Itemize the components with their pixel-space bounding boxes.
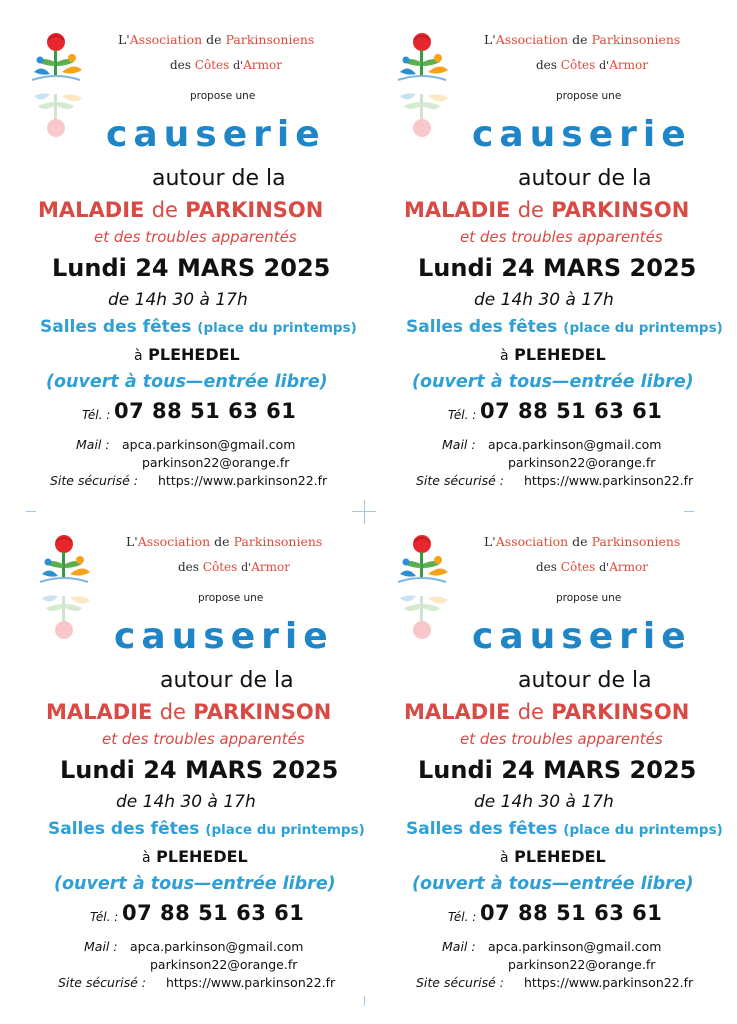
mail-label: Mail : xyxy=(76,437,110,452)
propose-text: propose une xyxy=(198,592,264,604)
subtitle-autour: autour de la xyxy=(160,668,294,693)
event-city: à PLEHEDEL xyxy=(500,345,606,364)
phone-label: Tél. : xyxy=(448,408,477,422)
related-disorders-text: et des troubles apparentés xyxy=(102,730,305,748)
website-label: Site sécurisé : xyxy=(50,473,138,488)
open-to-all-text: (ouvert à tous—entrée libre) xyxy=(412,372,694,392)
association-logo xyxy=(394,534,450,646)
event-city: à PLEHEDEL xyxy=(142,847,248,866)
event-title: causerie xyxy=(114,616,334,657)
flyer-bottom-left xyxy=(18,522,378,1022)
event-venue: Salles des fêtes (place du printemps) xyxy=(406,317,723,337)
propose-text: propose une xyxy=(556,90,622,102)
event-title: causerie xyxy=(472,114,692,155)
event-date: Lundi 24 MARS 2025 xyxy=(418,756,697,784)
disease-heading: MALADIE de PARKINSON xyxy=(38,198,324,222)
related-disorders-text: et des troubles apparentés xyxy=(460,228,663,246)
association-name-line2: des Côtes d'Armor xyxy=(536,58,648,72)
email-primary: apca.parkinson@gmail.com xyxy=(488,939,662,954)
event-venue: Salles des fêtes (place du printemps) xyxy=(48,819,365,839)
event-hours: de 14h 30 à 17h xyxy=(474,290,614,310)
event-date: Lundi 24 MARS 2025 xyxy=(52,254,331,282)
crop-mark xyxy=(364,500,365,524)
mail-label: Mail : xyxy=(84,939,118,954)
email-secondary: parkinson22@orange.fr xyxy=(142,455,290,470)
event-title: causerie xyxy=(472,616,692,657)
email-secondary: parkinson22@orange.fr xyxy=(508,455,656,470)
event-date: Lundi 24 MARS 2025 xyxy=(418,254,697,282)
event-hours: de 14h 30 à 17h xyxy=(116,792,256,812)
phone-number: 07 88 51 63 61 xyxy=(114,399,297,423)
association-logo xyxy=(394,32,450,144)
mail-label: Mail : xyxy=(442,437,476,452)
association-logo xyxy=(36,534,92,646)
phone-label: Tél. : xyxy=(82,408,111,422)
propose-text: propose une xyxy=(190,90,256,102)
crop-mark xyxy=(26,511,36,512)
open-to-all-text: (ouvert à tous—entrée libre) xyxy=(46,372,328,392)
open-to-all-text: (ouvert à tous—entrée libre) xyxy=(54,874,336,894)
event-venue: Salles des fêtes (place du printemps) xyxy=(406,819,723,839)
website-url: https://www.parkinson22.fr xyxy=(158,473,328,488)
association-name-line2: des Côtes d'Armor xyxy=(536,560,648,574)
email-secondary: parkinson22@orange.fr xyxy=(508,957,656,972)
association-name-line1: L'Association de Parkinsoniens xyxy=(484,534,681,549)
email-secondary: parkinson22@orange.fr xyxy=(150,957,298,972)
open-to-all-text: (ouvert à tous—entrée libre) xyxy=(412,874,694,894)
subtitle-autour: autour de la xyxy=(152,166,286,191)
mail-label: Mail : xyxy=(442,939,476,954)
crop-mark xyxy=(684,511,694,512)
website-url: https://www.parkinson22.fr xyxy=(166,975,336,990)
flyer-bottom-right xyxy=(376,522,736,1022)
event-date: Lundi 24 MARS 2025 xyxy=(60,756,339,784)
crop-mark xyxy=(364,996,365,1006)
disease-heading: MALADIE de PARKINSON xyxy=(404,198,690,222)
association-name-line2: des Côtes d'Armor xyxy=(178,560,290,574)
event-city: à PLEHEDEL xyxy=(134,345,240,364)
disease-heading: MALADIE de PARKINSON xyxy=(46,700,332,724)
subtitle-autour: autour de la xyxy=(518,166,652,191)
flyer-top-left xyxy=(10,20,370,520)
event-venue: Salles des fêtes (place du printemps) xyxy=(40,317,357,337)
disease-heading: MALADIE de PARKINSON xyxy=(404,700,690,724)
event-title: causerie xyxy=(106,114,326,155)
website-url: https://www.parkinson22.fr xyxy=(524,473,694,488)
phone-label: Tél. : xyxy=(448,910,477,924)
phone-number: 07 88 51 63 61 xyxy=(480,901,663,925)
propose-text: propose une xyxy=(556,592,622,604)
association-logo xyxy=(28,32,84,144)
website-label: Site sécurisé : xyxy=(416,975,504,990)
event-city: à PLEHEDEL xyxy=(500,847,606,866)
website-label: Site sécurisé : xyxy=(58,975,146,990)
email-primary: apca.parkinson@gmail.com xyxy=(122,437,296,452)
association-name-line1: L'Association de Parkinsoniens xyxy=(118,32,315,47)
email-primary: apca.parkinson@gmail.com xyxy=(488,437,662,452)
email-primary: apca.parkinson@gmail.com xyxy=(130,939,304,954)
association-name-line1: L'Association de Parkinsoniens xyxy=(126,534,323,549)
flyer-top-right xyxy=(376,20,736,520)
association-name-line2: des Côtes d'Armor xyxy=(170,58,282,72)
phone-number: 07 88 51 63 61 xyxy=(122,901,305,925)
phone-number: 07 88 51 63 61 xyxy=(480,399,663,423)
website-url: https://www.parkinson22.fr xyxy=(524,975,694,990)
phone-label: Tél. : xyxy=(90,910,119,924)
related-disorders-text: et des troubles apparentés xyxy=(94,228,297,246)
related-disorders-text: et des troubles apparentés xyxy=(460,730,663,748)
event-hours: de 14h 30 à 17h xyxy=(474,792,614,812)
event-hours: de 14h 30 à 17h xyxy=(108,290,248,310)
association-name-line1: L'Association de Parkinsoniens xyxy=(484,32,681,47)
website-label: Site sécurisé : xyxy=(416,473,504,488)
subtitle-autour: autour de la xyxy=(518,668,652,693)
